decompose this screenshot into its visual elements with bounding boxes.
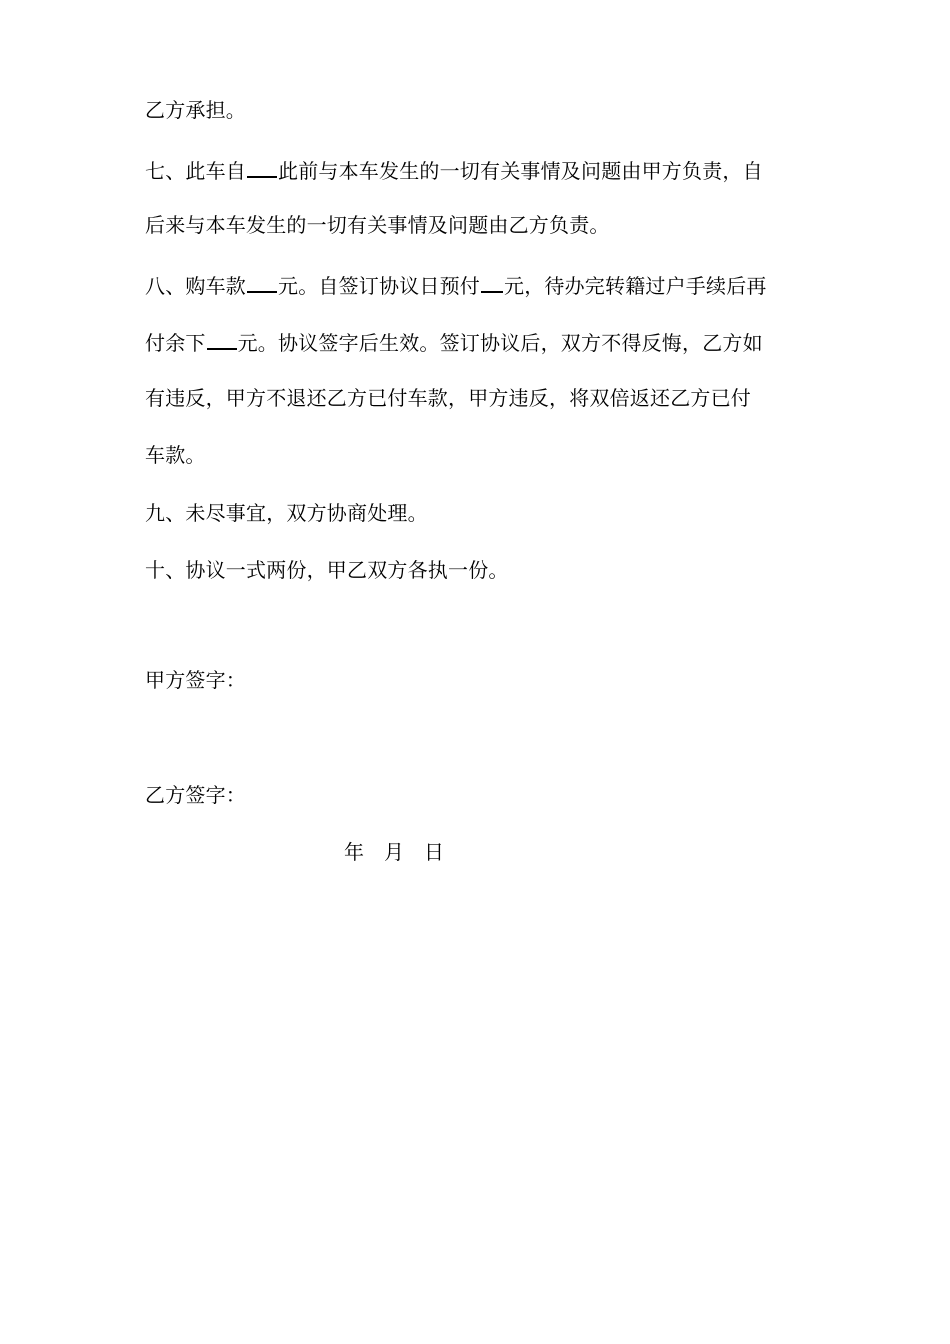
clause-8-text-c: 元，待办完转籍过户手续后再 <box>504 274 767 298</box>
clause-8-line-4: 车款。 <box>145 443 206 467</box>
clause-6-continuation: 乙方承担。 <box>145 98 246 122</box>
clause-7-line-1 <box>145 154 810 185</box>
clause-8-text-a: 八、购车款 <box>145 274 246 298</box>
clause-9: 九、未尽事宜，双方协商处理。 <box>145 501 428 525</box>
date-year-label: 年 <box>344 840 364 864</box>
clause-8-line-1 <box>145 269 810 300</box>
deposit-blank <box>481 269 503 293</box>
date-month-label: 月 <box>384 840 404 864</box>
clause-8-text-b: 元。自签订协议日预付 <box>278 274 480 298</box>
clause-8-text-e: 元。协议签字后生效。签订协议后，双方不得反悔，乙方如 <box>237 331 763 355</box>
clause-8-line-2 <box>145 326 810 357</box>
clause-10: 十、协议一式两份，甲乙双方各执一份。 <box>145 558 509 582</box>
clause-8-line-3: 有违反，甲方不退还乙方已付车款，甲方违反，将双倍返还乙方已付 <box>145 386 751 410</box>
clause-7-line-2: 后来与本车发生的一切有关事情及问题由乙方负责。 <box>145 213 610 237</box>
party-b-signature-label: 乙方签字： <box>145 783 246 807</box>
clause-8-text-d: 付余下 <box>145 331 206 355</box>
party-a-signature-label: 甲方签字： <box>145 668 246 692</box>
date-day-label: 日 <box>424 840 444 864</box>
clause-7-text-a: 七、此车自 <box>145 159 246 183</box>
clause-7-text-b: 此前与本车发生的一切有关事情及问题由甲方负责，自 <box>278 159 763 183</box>
signing-date <box>344 838 444 866</box>
date-blank <box>247 154 277 178</box>
price-blank <box>247 269 277 293</box>
balance-blank <box>207 326 237 350</box>
